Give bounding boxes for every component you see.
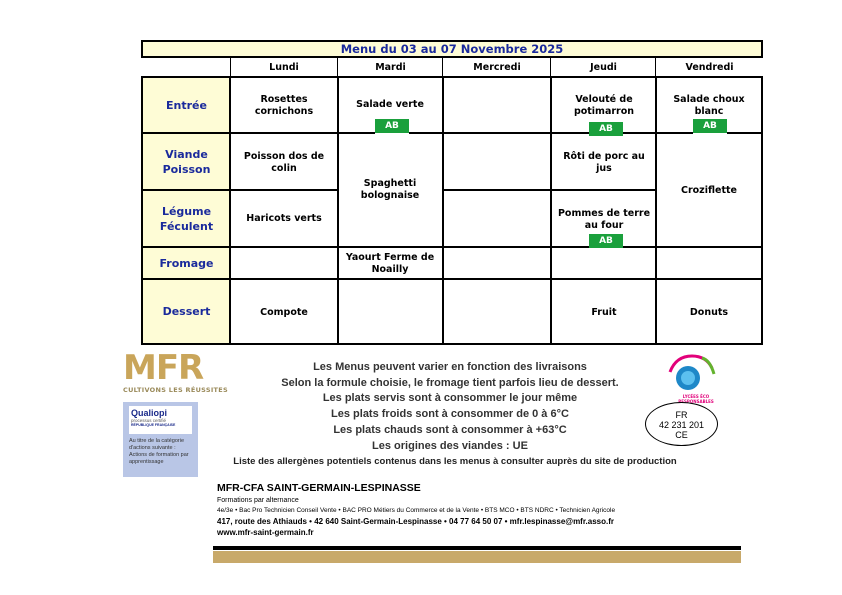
note-line: Les plats chauds sont à consommer à +63°C xyxy=(333,424,567,436)
row-divider xyxy=(229,189,339,191)
mfr-slogan: CULTIVONS LES RÉUSSITES xyxy=(123,386,228,394)
row-divider xyxy=(337,278,444,280)
lundi-viande: Poisson dos de colin xyxy=(243,151,325,174)
column-divider xyxy=(655,76,657,345)
eco-label-text: LYCÉES ÉCO RESPONSABLES xyxy=(678,394,714,404)
organic-ab-icon: AB xyxy=(375,119,409,136)
footer-rule xyxy=(213,546,741,550)
row-divider xyxy=(229,132,339,134)
menu-title: Menu du 03 au 07 Novembre 2025 xyxy=(141,40,763,58)
header-divider xyxy=(655,58,656,77)
day-header-mercredi: Mercredi xyxy=(473,62,521,73)
qualiopi-sub: processus certifié xyxy=(131,418,167,423)
row-divider xyxy=(141,278,231,280)
note-line: Les origines des viandes : UE xyxy=(372,440,528,452)
row-divider xyxy=(655,246,763,248)
footer-website: www.mfr-saint-germain.fr xyxy=(217,528,314,537)
organic-ab-icon: AB xyxy=(589,122,623,139)
row-divider xyxy=(229,278,339,280)
footer-name: MFR-CFA SAINT-GERMAIN-LESPINASSE xyxy=(217,482,421,494)
eco-responsible-logo xyxy=(662,350,722,395)
row-divider xyxy=(141,246,231,248)
header-divider xyxy=(550,58,551,77)
column-divider xyxy=(550,76,552,345)
footer-bar xyxy=(213,551,741,563)
vendredi-dessert: Donuts xyxy=(689,307,729,318)
eco-badge-icon xyxy=(662,350,722,395)
column-divider xyxy=(337,76,339,345)
row-divider xyxy=(229,246,339,248)
category-viande-poisson: Viande Poisson xyxy=(143,134,230,190)
row-divider xyxy=(442,132,552,134)
column-divider xyxy=(229,76,231,345)
sanitary-line: CE xyxy=(675,430,688,440)
sanitary-line: FR xyxy=(675,410,688,420)
footer-line: 4e/3e • Bac Pro Technicien Conseil Vente • BAC PRO Métiers du Commerce et de la Vente • BTS MCO • BTS NDRC • Technicien Agricole xyxy=(217,507,616,514)
row-divider xyxy=(442,189,552,191)
note-line: Selon la formule choisie, le fromage tient parfois lieu de dessert. xyxy=(281,377,619,389)
row-divider xyxy=(550,189,657,191)
category-entree: Entrée xyxy=(143,78,230,133)
sanitary-mark xyxy=(645,402,718,446)
row-divider xyxy=(141,189,231,191)
header-divider xyxy=(442,58,443,77)
category-dessert: Dessert xyxy=(143,280,230,343)
vendredi-plat: Croziflette xyxy=(681,185,737,196)
lundi-legume: Haricots verts xyxy=(246,213,322,224)
mardi-fromage: Yaourt Ferme de Noailly xyxy=(345,252,435,275)
header-divider xyxy=(230,58,231,77)
category-fromage: Fromage xyxy=(143,248,230,279)
day-header-vendredi: Vendredi xyxy=(685,62,734,73)
jeudi-legume: Pommes de terre au four xyxy=(557,208,651,231)
day-header-lundi: Lundi xyxy=(269,62,299,73)
mfr-logo-text: MFR xyxy=(123,348,204,388)
note-line: Les Menus peuvent varier en fonction des livraisons xyxy=(313,361,587,373)
row-divider xyxy=(442,246,552,248)
note-line: Les plats froids sont à consommer de 0 à 6°C xyxy=(331,408,569,420)
day-header-jeudi: Jeudi xyxy=(590,62,617,73)
allergen-note: Liste des allergènes potentiels contenus dans les menus à consulter auprès du site de production xyxy=(233,456,677,467)
vendredi-entree: Salade choux blanc xyxy=(673,94,745,117)
footer-line: Formations par alternance xyxy=(217,497,299,504)
mardi-plat: Spaghetti bolognaise xyxy=(360,178,420,201)
header-divider xyxy=(337,58,338,77)
jeudi-dessert: Fruit xyxy=(591,307,617,318)
mardi-entree: Salade verte xyxy=(356,99,424,110)
row-divider xyxy=(655,278,763,280)
qualiopi-name: Qualiopi xyxy=(131,408,167,418)
day-header-mardi: Mardi xyxy=(375,62,406,73)
jeudi-entree: Velouté de potimarron xyxy=(573,94,635,117)
footer-line: 417, route des Athiauds • 42 640 Saint-Germain-Lespinasse • 04 77 64 50 07 • mfr.lespinasse@mfr.asso.fr xyxy=(217,517,614,526)
row-divider xyxy=(337,246,444,248)
organic-ab-icon: AB xyxy=(693,119,727,136)
column-divider xyxy=(442,76,444,345)
jeudi-viande: Rôti de porc au jus xyxy=(563,151,645,174)
organic-ab-icon: AB xyxy=(589,234,623,251)
category-legume-feculent: Légume Féculent xyxy=(143,191,230,247)
lundi-dessert: Compote xyxy=(260,307,308,318)
row-divider xyxy=(550,278,657,280)
mfr-logo xyxy=(123,348,233,397)
qualiopi-text: Au titre de la catégorie d'actions suivante : Actions de formation par apprentissage xyxy=(129,438,189,465)
row-divider xyxy=(442,278,552,280)
lundi-entree: Rosettes cornichons xyxy=(254,94,314,117)
row-divider xyxy=(141,132,231,134)
qualiopi-republic: RÉPUBLIQUE FRANÇAISE xyxy=(131,423,176,427)
sanitary-line: 42 231 201 xyxy=(658,420,705,430)
note-line: Les plats servis sont à consommer le jour même xyxy=(322,392,578,404)
